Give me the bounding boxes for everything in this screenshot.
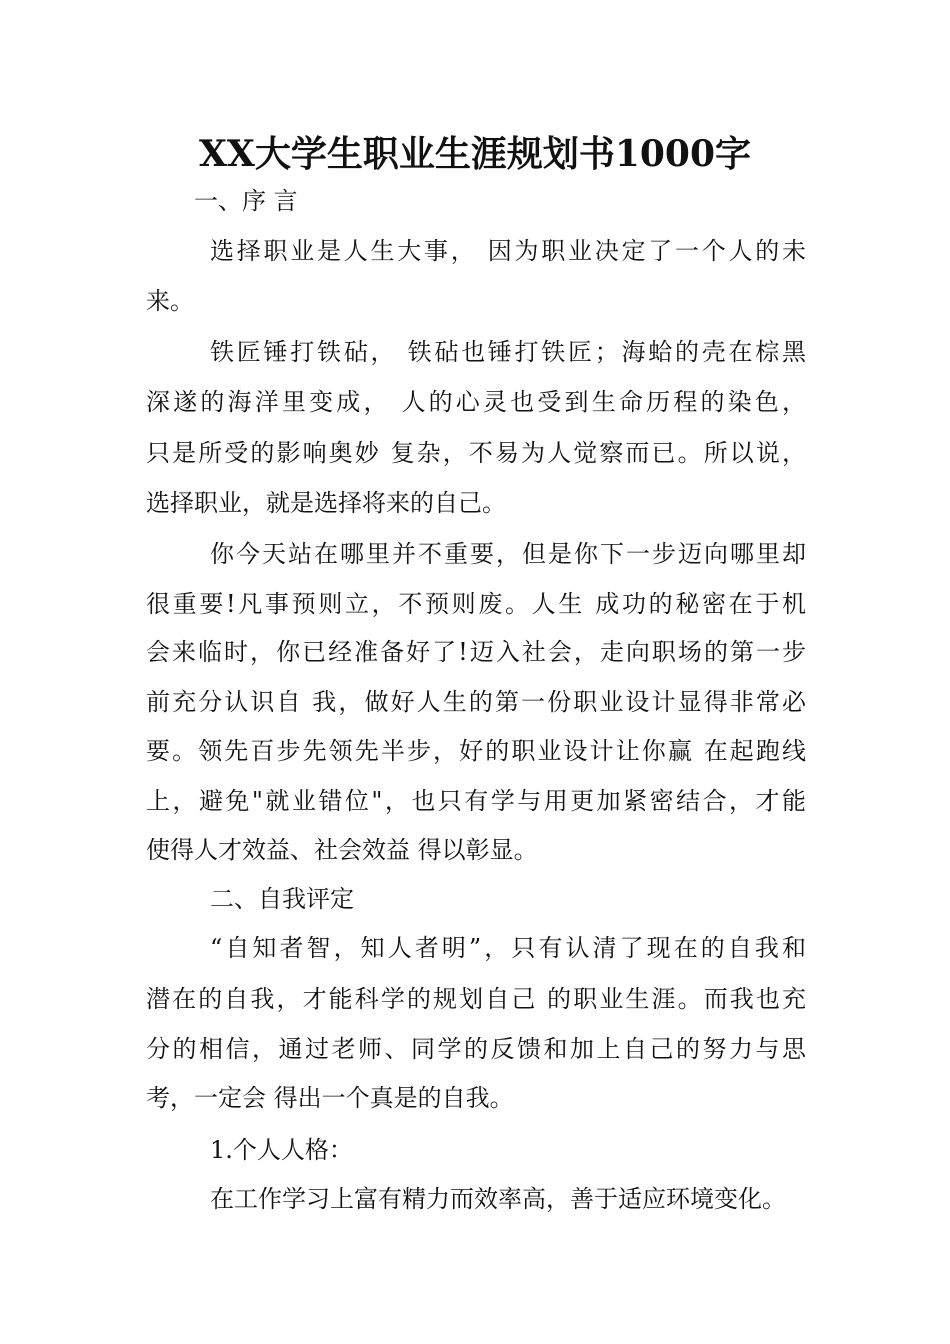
paragraph-line: 考，一定会 得出一个真是的自我。: [146, 1084, 514, 1112]
paragraph-line: 很重要!凡事预则立，不预则废。人生 成功的秘密在于机: [146, 590, 806, 618]
paragraph-line: 使得人才效益、社会效益 得以彰显。: [146, 836, 538, 864]
paragraph-line: 铁匠锤打铁砧， 铁砧也锤打铁匠；海蛤的壳在棕黑: [210, 338, 806, 366]
paragraph-line: 来。: [146, 287, 194, 315]
paragraph-line: 要。领先百步先领先半步，好的职业设计让你赢 在起跑线: [146, 737, 806, 765]
paragraph-line: 上，避免"就业错位"，也只有学与用更加紧密结合，才能: [146, 787, 806, 815]
section-heading-preface: 一、序 言: [194, 187, 298, 215]
paragraph-line: 只是所受的影响奥妙 复杂，不易为人觉察而已。所以说，: [146, 439, 806, 467]
paragraph-line: 分的相信，通过老师、同学的反馈和加上自己的努力与思: [146, 1035, 806, 1063]
paragraph-line: 选择职业是人生大事， 因为职业决定了一个人的未: [210, 237, 806, 265]
document-title: XX大学生职业生涯规划书1000字: [198, 133, 752, 175]
paragraph-line: 潜在的自我，才能科学的规划自己 的职业生涯。而我也充: [146, 985, 806, 1013]
paragraph-line: 选择职业，就是选择将来的自己。: [146, 489, 506, 517]
paragraph-line: 会来临时，你已经准备好了!迈入社会，走向职场的第一步: [146, 638, 806, 666]
section-heading-personality: 1.个人人格：: [210, 1136, 353, 1164]
section-heading-self-assessment: 二、自我评定: [210, 885, 354, 913]
paragraph-line: 前充分认识自 我，做好人生的第一份职业设计显得非常必: [146, 688, 806, 716]
paragraph-line: 你今天站在哪里并不重要，但是你下一步迈向哪里却: [210, 540, 806, 568]
paragraph-line: 深遂的海洋里变成， 人的心灵也受到生命历程的染色，: [146, 388, 806, 416]
paragraph-line: “自知者智，知人者明”，只有认清了现在的自我和: [210, 934, 806, 962]
paragraph-line: 在工作学习上富有精力而效率高，善于适应环境变化。: [210, 1185, 786, 1213]
